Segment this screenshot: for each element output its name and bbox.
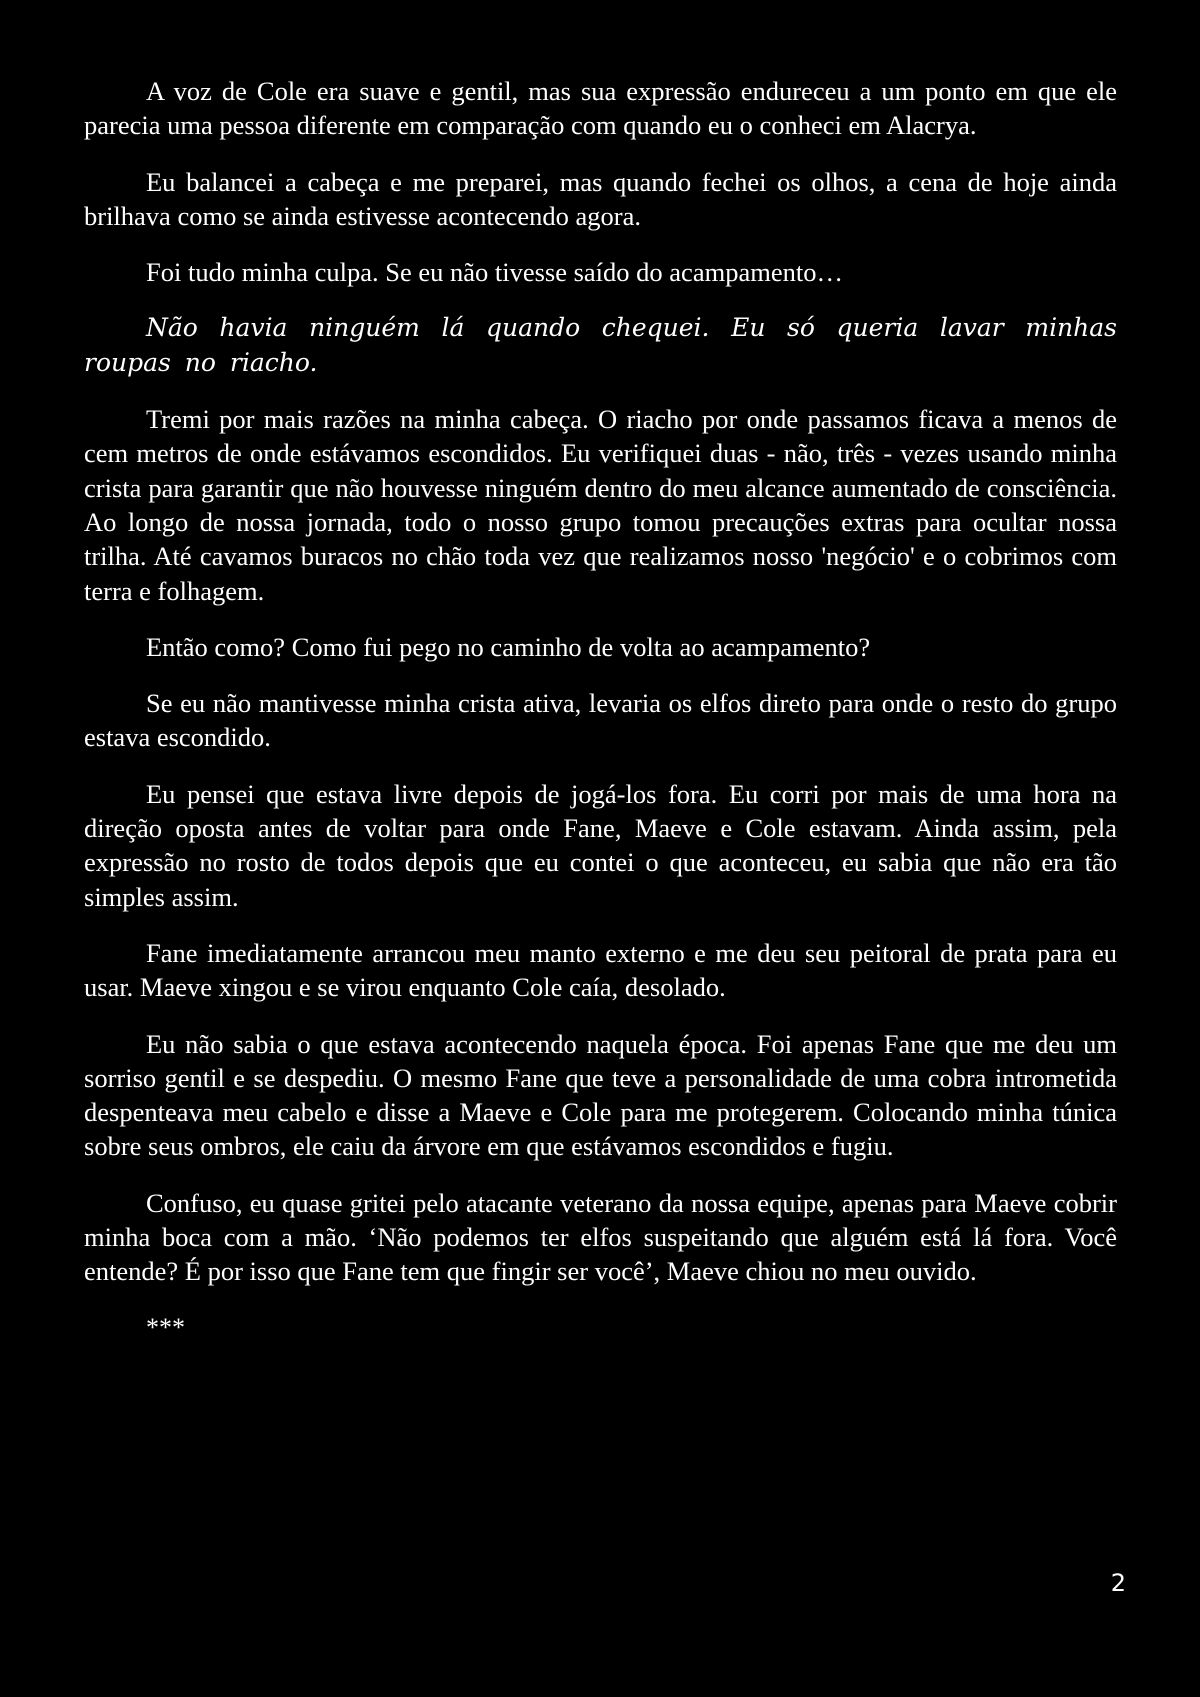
paragraph-3: Foi tudo minha culpa. Se eu não tivesse saído do acampamento…: [146, 257, 843, 288]
scene-separator: ***: [146, 1312, 185, 1342]
paragraph-2: Eu balancei a cabeça e me preparei, mas quando fechei os olhos, a cena de hoje ainda brilhava como se ainda estivesse acontecendo agora.: [84, 166, 1117, 231]
paragraph-11: Confuso, eu quase gritei pelo atacante veterano da nossa equipe, apenas para Maeve cobrir minha boca com a mão. ‘Não podemos ter elfos suspeitando que alguém está lá fora. Você entende? É por isso que Fane tem que fingir ser você’, Maeve chiou no meu ouvido.: [84, 1187, 1117, 1287]
paragraph-10: Eu não sabia o que estava acontecendo naquela época. Foi apenas Fane que me deu um sorriso gentil e se despediu. O mesmo Fane que teve a personalidade de uma cobra intrometida despenteava meu cabelo e disse a Maeve e Cole para me protegerem. Colocando minha túnica sobre seus ombros, ele caiu da árvore em que estávamos escondidos e fugiu.: [84, 1028, 1117, 1162]
paragraph-7: Se eu não mantivesse minha crista ativa, levaria os elfos direto para onde o resto do grupo estava escondido.: [84, 688, 1117, 753]
paragraph-1: A voz de Cole era suave e gentil, mas sua expressão endureceu a um ponto em que ele parecia uma pessoa diferente em comparação com quando eu o conheci em Alacrya.: [84, 76, 1117, 141]
paragraph-9: Fane imediatamente arrancou meu manto externo e me deu seu peitoral de prata para eu usar. Maeve xingou e se virou enquanto Cole caía, desolado.: [84, 937, 1117, 1003]
paragraph-4-italic-thought: Não havia ninguém lá quando chequei. Eu só queria lavar minhas roupas no riacho.: [84, 313, 1117, 377]
paragraph-5: Tremi por mais razões na minha cabeça. O riacho por onde passamos ficava a menos de cem metros de onde estávamos escondidos. Eu verifiquei duas - não, três - vezes usando minha crista para garantir que não houvesse ninguém dentro do meu alcance aumentado de consciência. Ao longo de nossa jornada, todo o nosso grupo tomou precauções extras para ocultar nossa trilha. Até cavamos buracos no chão toda vez que realizamos nosso 'negócio' e o cobrimos com terra e folhagem.: [84, 404, 1117, 606]
paragraph-6: Então como? Como fui pego no caminho de volta ao acampamento?: [146, 631, 871, 662]
page-body: [84, 74, 1117, 1345]
paragraph-8: Eu pensei que estava livre depois de jogá-los fora. Eu corri por mais de uma hora na direção oposta antes de voltar para onde Fane, Maeve e Cole estavam. Ainda assim, pela expressão no rosto de todos depois que eu contei o que aconteceu, eu sabia que não era tão simples assim.: [84, 778, 1117, 912]
page-number: 2: [1110, 1569, 1126, 1597]
